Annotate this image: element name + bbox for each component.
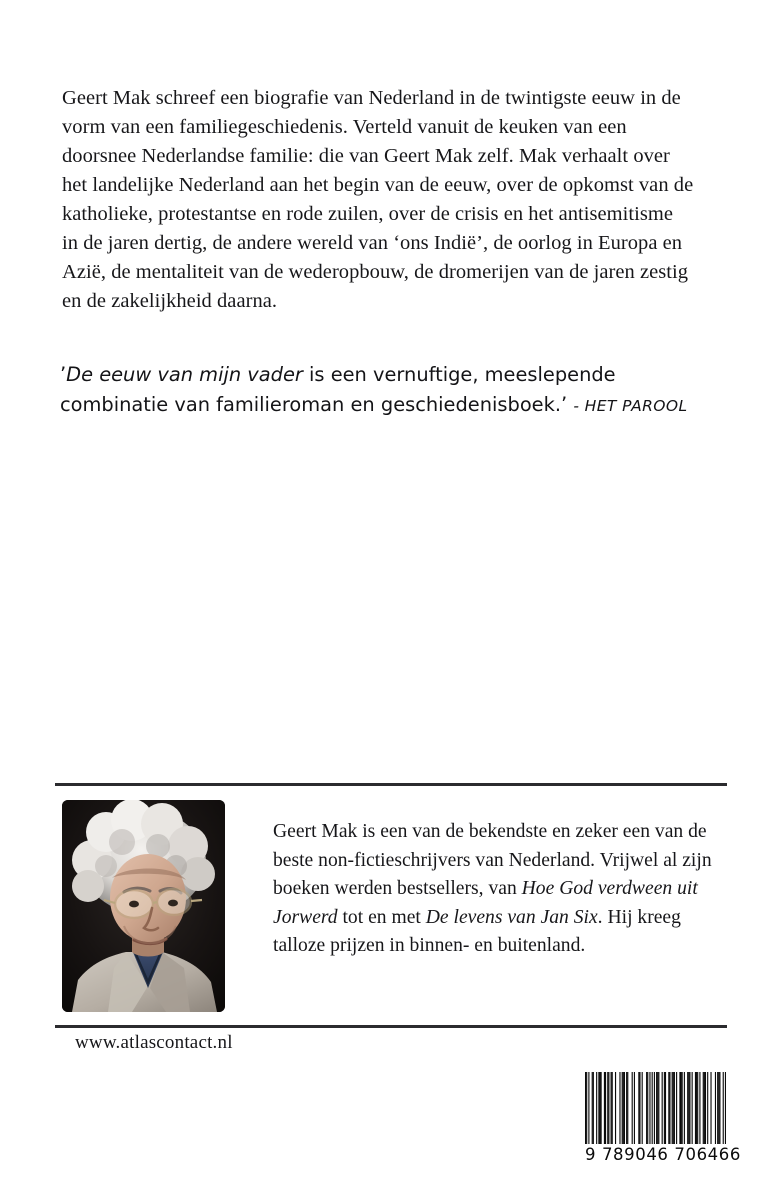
isbn-barcode <box>578 1066 741 1176</box>
barcode-bars <box>585 1072 726 1144</box>
bio-book-title-jansix: De levens van Jan Six <box>425 906 598 928</box>
publisher-website-url[interactable]: www.atlascontact.nl <box>75 1032 233 1053</box>
quote-source: - HET PAROOL <box>573 397 688 415</box>
bio-book-title-jorwerd: Hoe God verdween uit Jorwerd <box>273 878 698 928</box>
quote-book-title: De eeuw van mijn vader <box>66 363 303 386</box>
bio-text-part-1: Geert Mak is een van de bekendste en zeker een van de beste non-fictieschrijvers van Nederland. Vrijwel al zijn boeken werden bestsellers, van <box>273 821 712 899</box>
barcode-number: 9 789046 706466 <box>585 1145 741 1164</box>
author-block <box>55 800 727 1012</box>
divider-above-author <box>55 783 727 786</box>
divider-below-author <box>55 1025 727 1028</box>
author-photo <box>62 800 225 1012</box>
quote-open-mark: ’ <box>60 363 67 386</box>
bio-text-part-3: . Hij kreeg talloze prijzen in binnen- en buitenland. <box>273 906 681 956</box>
blurb-paragraph: Geert Mak schreef een biografie van Nederland in de twintigste eeuw in de vorm van een familiegeschiedenis. Verteld vanuit de keuken van een doorsnee Nederlandse familie: die van Geert Mak zelf. Mak verhaalt over het landelijke Nederland aan het begin van de eeuw, over de opkomst van de katholieke, protestantse en rode zuilen, over de crisis en het antisemitisme in de jaren dertig, de andere wereld van ‘ons Indië’, de oorlog in Europa en Azië, de mentaliteit van de wederopbouw, de dromerijen van de jaren zestig en de zakelijkheid daarna. <box>62 87 694 312</box>
press-quote <box>60 360 700 421</box>
quote-body: is een vernuftige, meeslepende combinatie van familieroman en geschiedenisboek.’ <box>60 363 616 416</box>
author-bio <box>273 818 723 961</box>
bio-text-part-2: tot en met <box>337 906 426 928</box>
